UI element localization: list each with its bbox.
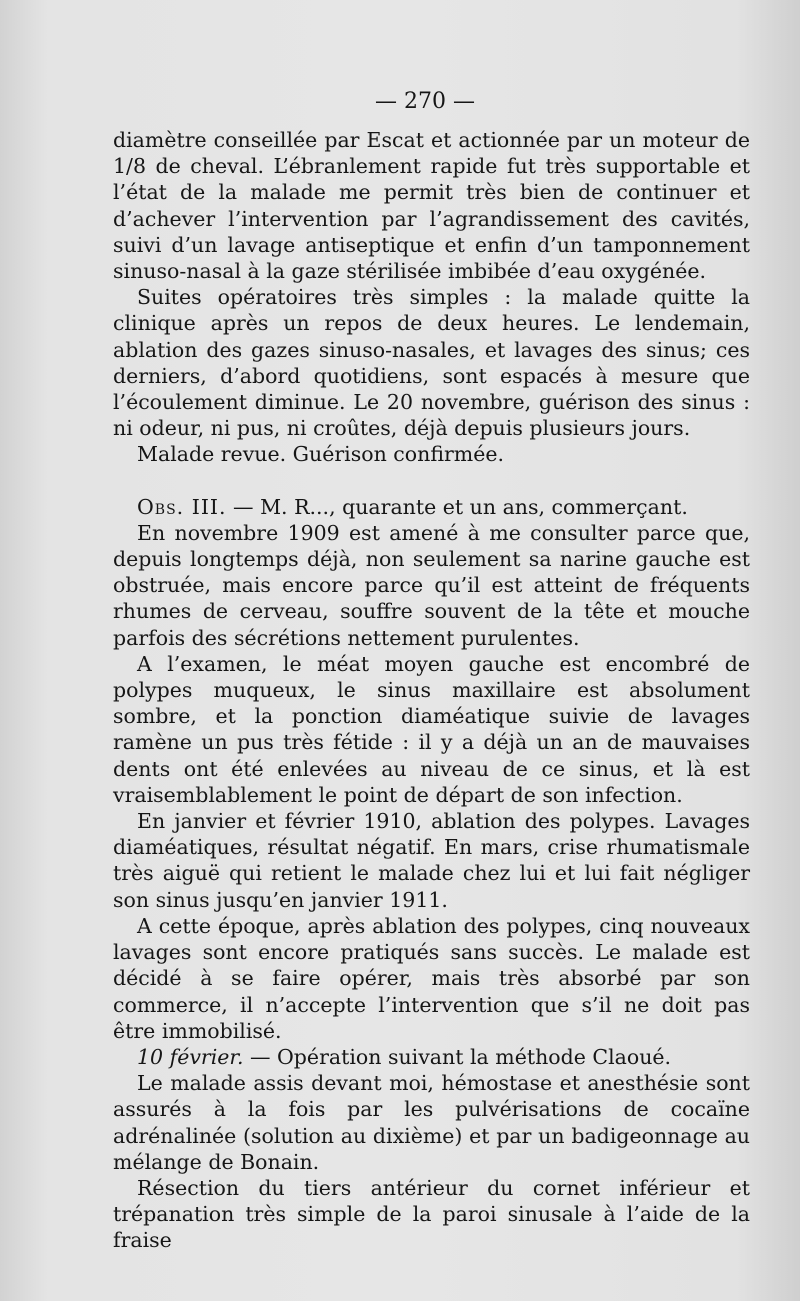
paragraph-continuation: diamètre conseillée par Escat et actionnée par un moteur de 1/8 de cheval. L’ébranlement rapide fut très supportable et l’état de la malade me permit très bien de continuer et d’achever l’intervention par l’agrandissement des cavités, suivi d’un lavage antiseptique et enfin d’un tamponnement sinuso-nasal à la gaze stérilisée imbibée d’eau oxygénée. bbox=[113, 128, 750, 284]
paragraph-resection: Résection du tiers antérieur du cornet inférieur et trépanation très simple de la paroi sinusale à l’aide de la fraise bbox=[113, 1175, 750, 1253]
observation-heading bbox=[113, 494, 750, 520]
paragraph-examination: A l’examen, le méat moyen gauche est encombré de polypes muqueux, le sinus maxillaire est absolument sombre, et la ponction diaméatique suivie de lavages ramène un pus très fétide : il y a déjà un an de mauvaises dents ont été enlevées au niveau de ce sinus, et là est vraisemblablement le point de départ de son infection. bbox=[113, 651, 750, 807]
paragraph-anesthesia: Le malade assis devant moi, hémostase et anesthésie sont assurés à la fois par les pulvérisations de cocaïne adrénalinée (solution au dixième) et par un badigeonnage au mélange de Bonain. bbox=[113, 1071, 750, 1174]
observation-patient: — M. R..., quarante et un ans, commerçant. bbox=[226, 494, 688, 519]
page-number: — 270 — bbox=[375, 89, 475, 114]
operation-method: — Opération suivant la méthode Claoué. bbox=[243, 1044, 672, 1069]
paragraph-treatment: En janvier et février 1910, ablation des polypes. Lavages diaméatiques, résultat négatif. En mars, crise rhumatismale très aiguë qui retient le malade chez lui et lui fait négliger son sinus jusqu’en janvier 1911. bbox=[113, 809, 750, 912]
paragraph-follow-up: Malade revue. Guérison confirmée. bbox=[137, 442, 505, 467]
paragraph-decision: A cette époque, après ablation des polypes, cinq nouveaux lavages sont encore pratiqués sans succès. Le malade est décidé à se faire opérer, mais très absorbé par son commerce, il n’accepte l’intervention que s’il ne doit pas être immobilisé. bbox=[113, 913, 750, 1043]
operation-heading bbox=[113, 1044, 750, 1070]
paragraph-history: En novembre 1909 est amené à me consulter parce que, depuis longtemps déjà, non seulement sa narine gauche est obstruée, mais encore parce qu’il est atteint de fréquents rhumes de cerveau, souffre souvent de la tête et mouche parfois des sécrétions nettement purulentes. bbox=[113, 520, 750, 650]
observation-label: Obs. III. bbox=[137, 494, 227, 519]
paragraph-postoperative: Suites opératoires très simples : la malade quitte la clinique après un repos de deux heures. Le lendemain, ablation des gazes sinuso-nasales, et lavages des sinus; ces derniers, d’abord quotidiens, sont espacés à mesure que l’écoulement diminue. Le 20 novembre, guérison des sinus : ni odeur, ni pus, ni croûtes, déjà depuis plusieurs jours. bbox=[113, 285, 750, 441]
operation-date: 10 février. bbox=[137, 1044, 244, 1069]
body-text bbox=[113, 127, 750, 1254]
